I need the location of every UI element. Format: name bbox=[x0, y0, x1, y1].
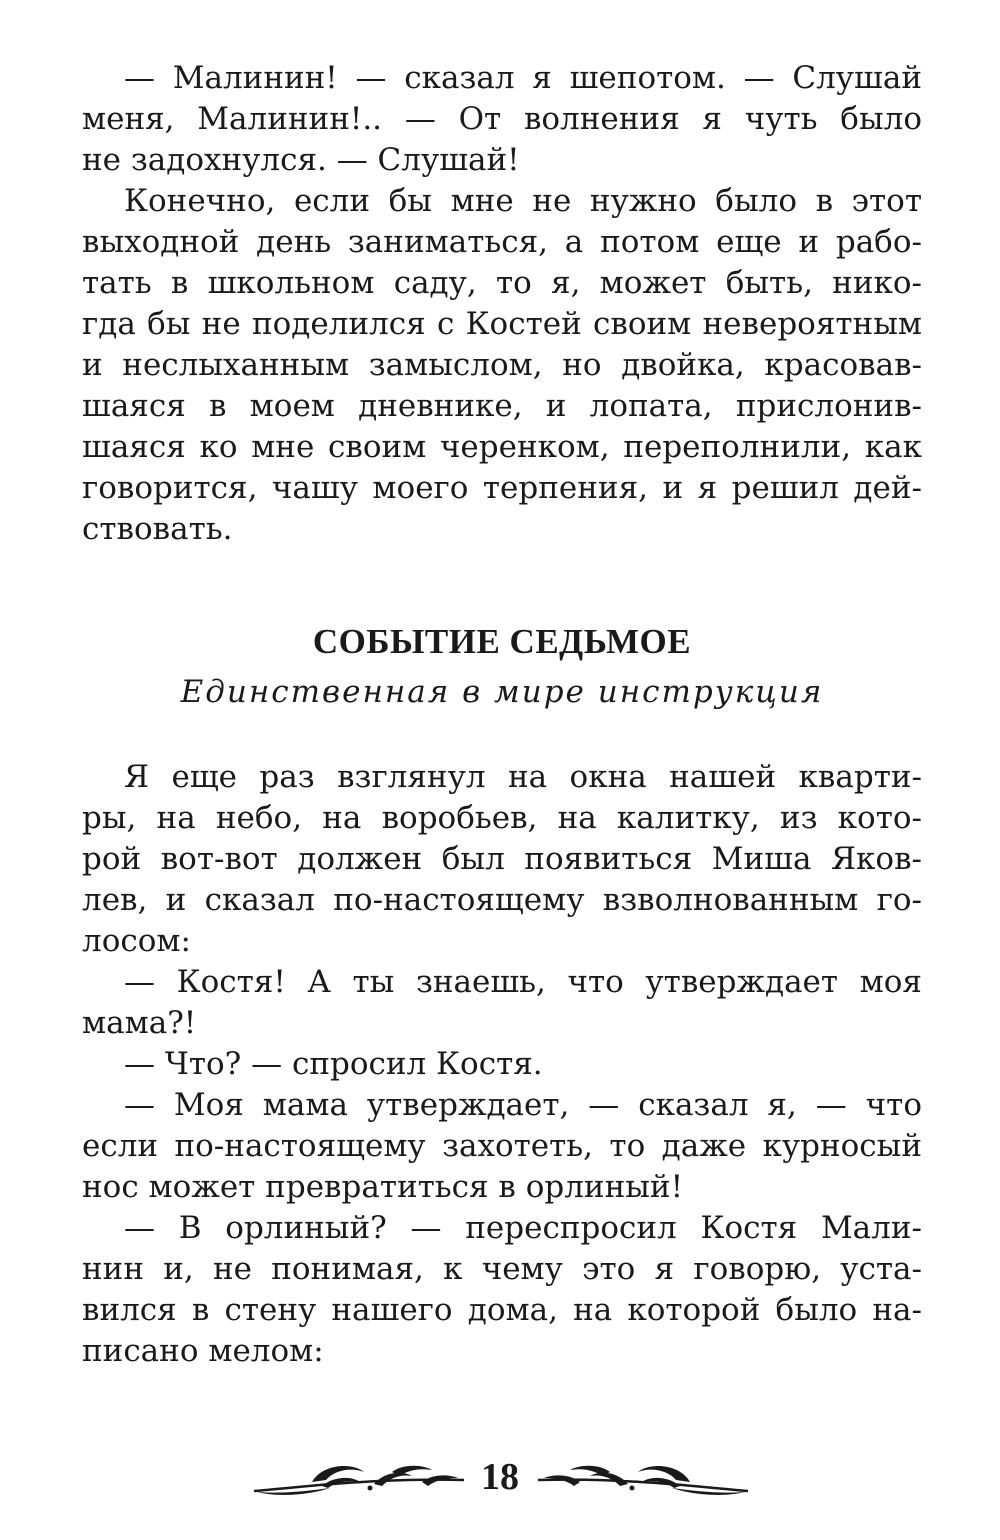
text-line: тать в школьном саду, то я, может быть, нико- bbox=[82, 265, 922, 301]
text-line: — Что? — спросил Костя. bbox=[124, 1046, 543, 1082]
text-line: лосом: bbox=[82, 923, 191, 959]
text-line: меня, Малинин!.. — От волнения я чуть было bbox=[82, 101, 922, 137]
text-line: выходной день заниматься, а потом еще и рабо- bbox=[82, 224, 922, 260]
text-line: шаяся ко мне своим черенком, переполнили, как bbox=[82, 429, 922, 465]
text-line: рой вот-вот должен был появиться Миша Яков- bbox=[82, 841, 922, 877]
page-footer bbox=[0, 1452, 1000, 1502]
text-line: лев, и сказал по-настоящему взволнованным го- bbox=[82, 882, 922, 918]
text-line: — Моя мама утверждает, — сказал я, — что bbox=[124, 1087, 922, 1123]
text-line: — В орлиный? — переспросил Костя Мали- bbox=[124, 1210, 922, 1246]
text-line: говорится, чашу моего терпения, и я решил дей- bbox=[82, 470, 922, 506]
text-line: мама?! bbox=[82, 1005, 197, 1041]
text-line: ры, на небо, на воробьев, на калитку, из кото- bbox=[82, 800, 922, 836]
right-flourish-icon bbox=[535, 1458, 750, 1498]
text-line: нин и, не понимая, к чему это я говорю, уста- bbox=[82, 1251, 922, 1287]
page-number: 18 bbox=[481, 1456, 519, 1498]
chapter-subtitle: Единственная в мире инструкция bbox=[180, 674, 824, 710]
text-line: не задохнулся. — Слушай! bbox=[82, 142, 520, 178]
text-line: шаяся в моем дневнике, и лопата, прислонив- bbox=[82, 388, 922, 424]
text-line: — Малинин! — сказал я шепотом. — Слушай bbox=[124, 60, 922, 96]
text-line: вился в стену нашего дома, на которой было на- bbox=[82, 1292, 922, 1328]
chapter-title: СОБЫТИЕ СЕДЬМОЕ bbox=[312, 622, 692, 661]
text-line: Я еще раз взглянул на окна нашей кварти- bbox=[124, 759, 922, 795]
text-line: ствовать. bbox=[82, 511, 233, 547]
text-line: если по-настоящему захотеть, то даже курносый bbox=[82, 1128, 922, 1164]
text-line: — Костя! А ты знаешь, что утверждает моя bbox=[124, 964, 922, 1000]
text-line: гда бы не поделился с Костей своим невероятным bbox=[82, 306, 922, 342]
left-flourish-icon bbox=[252, 1458, 467, 1498]
text-line: нос может превратиться в орлиный! bbox=[82, 1169, 684, 1205]
text-line: Конечно, если бы мне не нужно было в этот bbox=[124, 183, 922, 219]
text-line: писано мелом: bbox=[82, 1333, 324, 1369]
text-line: и неслыханным замыслом, но двойка, красовав- bbox=[82, 347, 922, 383]
